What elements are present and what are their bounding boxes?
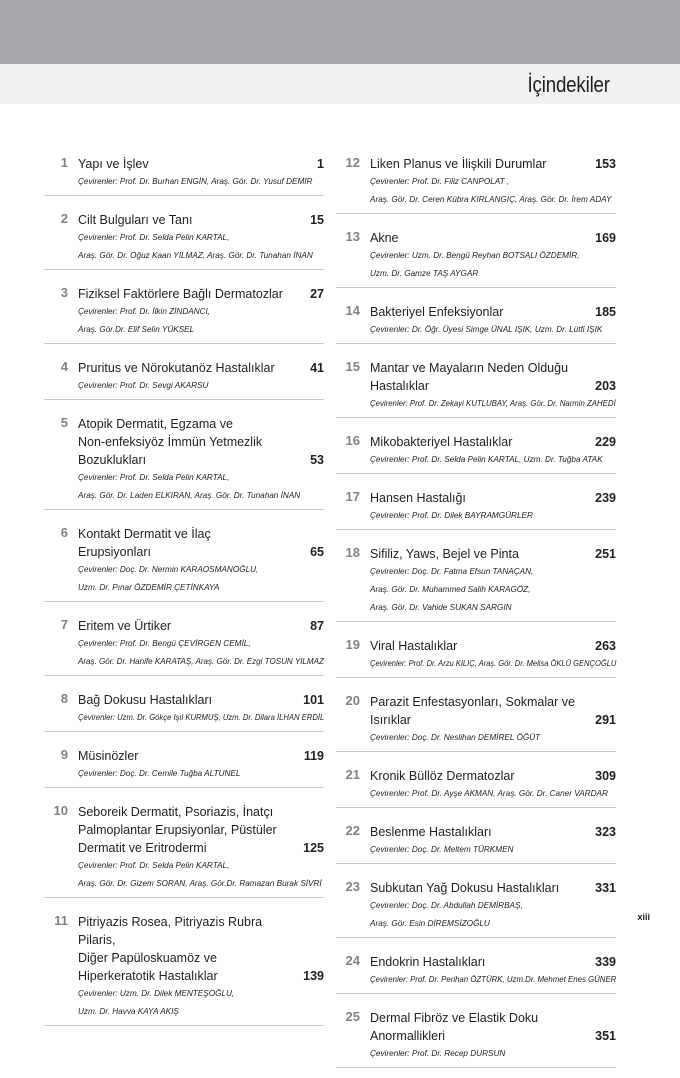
translators-line: Çevirenler: Prof. Dr. Bengü ÇEVİRGEN CEMİL, <box>78 639 251 648</box>
translators-line: Çevirenler: Prof. Dr. Recep DURSUN <box>370 1049 506 1058</box>
chapter-number: 6 <box>60 525 68 540</box>
chapter-title <box>78 520 324 561</box>
chapter-number: 20 <box>345 693 360 708</box>
toc-entry[interactable] <box>44 686 324 732</box>
chapter-title <box>370 818 616 841</box>
toc-entry[interactable] <box>44 150 324 196</box>
toc-entry[interactable] <box>44 798 324 898</box>
chapter-title-line: Eritem ve Ürtiker <box>78 619 172 633</box>
chapter-title <box>78 206 324 229</box>
chapter-title <box>78 354 324 377</box>
chapter-title-line: Palmoplantar Erupsiyonlar, Püstüler <box>78 823 277 837</box>
chapter-page-number: 53 <box>310 453 324 467</box>
chapter-title-line: Mikobakteriyel Hastalıklar <box>370 435 513 449</box>
translators-line: Araş. Gör. Dr. Laden ELKIRAN, Araş. Gör. Dr. Tunahan İNAN <box>78 491 301 500</box>
chapter-number: 23 <box>345 879 360 894</box>
page-number: xiii <box>637 912 650 922</box>
chapter-title-line: Pitriyazis Rosea, Pitriyazis Rubra Pilaris, <box>78 915 263 947</box>
chapter-page-number: 229 <box>595 435 616 449</box>
translators-line: Çevirenler: Prof. Dr. Dilek BAYRAMGÜRLER <box>370 511 533 520</box>
chapter-title-line: Parazit Enfestasyonları, Sokmalar ve <box>370 695 575 709</box>
chapter-title-line: Bağ Dokusu Hastalıkları <box>78 693 213 707</box>
chapter-page-number: 153 <box>595 157 616 171</box>
chapter-title <box>78 150 324 173</box>
chapter-title-line: Hansen Hastalığı <box>370 491 466 505</box>
chapter-number: 22 <box>345 823 360 838</box>
chapter-number: 16 <box>345 433 360 448</box>
chapter-title <box>370 428 616 451</box>
chapter-title-line: Seboreik Dermatit, Psoriazis, İnatçı <box>78 805 274 819</box>
toc-entry[interactable] <box>44 520 324 602</box>
translators-line: Çevirenler: Doç. Dr. Nermin KARAOSMANOĞLU, <box>78 565 259 574</box>
chapter-title-line: Hiperkeratotik Hastalıklar <box>78 969 218 983</box>
toc-entry[interactable] <box>44 742 324 788</box>
chapter-page-number: 125 <box>303 841 324 855</box>
translators-line: Uzm. Dr. Pınar ÖZDEMİR ÇETİNKAYA <box>78 583 220 592</box>
chapter-title <box>370 150 616 173</box>
chapter-title <box>78 908 324 985</box>
translators-line: Çevirenler: Dr. Öğr. Üyesi Simge ÜNAL IŞIK, Uzm. Dr. Lütfi IŞIK <box>370 325 603 334</box>
translators-line: Çevirenler: Prof. Dr. Selda Pelin KARTAL, Uzm. Dr. Tuğba ATAK <box>370 455 603 464</box>
toc-entry[interactable] <box>44 410 324 510</box>
toc-entry[interactable] <box>336 948 616 994</box>
chapter-title-line: Liken Planus ve İlişkili Durumlar <box>370 157 547 171</box>
chapter-page-number: 65 <box>310 545 324 559</box>
chapter-page-number: 185 <box>595 305 616 319</box>
chapter-number: 3 <box>60 285 68 300</box>
chapter-title-line: Kronik Büllöz Dermatozlar <box>370 769 515 783</box>
chapter-title <box>78 742 324 765</box>
translators-line: Çevirenler: Doç. Dr. Fatma Efsun TANAÇAN, <box>370 567 534 576</box>
translators-line: Çevirenler: Doç. Dr. Abdullah DEMİRBAŞ, <box>370 901 523 910</box>
chapter-number: 7 <box>60 617 68 632</box>
chapter-title-line: Müsinözler <box>78 749 139 763</box>
chapter-number: 2 <box>60 211 68 226</box>
chapter-title-line: Dermatit ve Eritrodermi <box>78 841 207 855</box>
chapter-page-number: 169 <box>595 231 616 245</box>
toc-entry[interactable] <box>44 908 324 1026</box>
chapter-page-number: 251 <box>595 547 616 561</box>
chapter-title <box>370 632 616 655</box>
chapter-number: 13 <box>345 229 360 244</box>
toc-column-left <box>44 150 324 1036</box>
chapter-number: 14 <box>345 303 360 318</box>
chapter-title <box>78 798 324 857</box>
chapter-page-number: 139 <box>303 969 324 983</box>
chapter-title <box>370 948 616 971</box>
translators-line: Çevirenler: Prof. Dr. Burhan ENGİN, Araş. Gör. Dr. Yusuf DEMİR <box>78 177 313 186</box>
chapter-number: 4 <box>60 359 68 374</box>
translators-line: Çevirenler: Prof. Dr. Arzu KILIÇ, Araş. Gör. Dr. Melisa ÖKLÜ GENÇOĞLU <box>370 659 617 668</box>
chapter-number: 24 <box>345 953 360 968</box>
chapter-title-line: Subkutan Yağ Dokusu Hastalıkları <box>370 881 560 895</box>
chapter-title-line: Sifiliz, Yaws, Bejel ve Pinta <box>370 547 519 561</box>
chapter-title-line: Akne <box>370 231 399 245</box>
chapter-title-line: Isırıklar <box>370 713 411 727</box>
chapter-title <box>370 762 616 785</box>
translators-line: Çevirenler: Doç. Dr. Neslihan DEMİREL ÖĞÜT <box>370 733 541 742</box>
chapter-page-number: 1 <box>317 157 324 171</box>
chapter-page-number: 331 <box>595 881 616 895</box>
chapter-title-line: Kontakt Dermatit ve İlaç Erupsiyonları <box>78 527 211 559</box>
chapter-title <box>78 280 324 303</box>
chapter-page-number: 101 <box>303 693 324 707</box>
chapter-number: 12 <box>345 155 360 170</box>
translators-line: Çevirenler: Prof. Dr. Ayşe AKMAN, Araş. Gör. Dr. Caner VARDAR <box>370 789 608 798</box>
chapter-title-line: Yapı ve İşlev <box>78 157 149 171</box>
chapter-title-line: Bakteriyel Enfeksiyonlar <box>370 305 504 319</box>
chapter-title-line: Hastalıklar <box>370 379 430 393</box>
chapter-title-line: Viral Hastalıklar <box>370 639 458 653</box>
toc-entry[interactable] <box>336 298 616 344</box>
chapter-title-line: Fiziksel Faktörlere Bağlı Dermatozlar <box>78 287 283 301</box>
chapter-title-line: Endokrin Hastalıkları <box>370 955 486 969</box>
chapter-title <box>370 1004 616 1045</box>
toc-entry[interactable] <box>336 428 616 474</box>
toc-entry[interactable] <box>336 540 616 622</box>
chapter-page-number: 15 <box>310 213 324 227</box>
chapter-title <box>370 354 616 395</box>
chapter-page-number: 263 <box>595 639 616 653</box>
chapter-title-line: Diğer Papüloskuamöz ve <box>78 951 217 965</box>
toc-entry[interactable] <box>336 874 616 938</box>
chapter-number: 21 <box>345 767 360 782</box>
translators-line: Araş. Gör. Dr. Oğuz Kaan YILMAZ, Araş. Gör. Dr. Tunahan İNAN <box>78 251 313 260</box>
chapter-number: 25 <box>345 1009 360 1024</box>
toc-entry[interactable] <box>336 224 616 288</box>
chapter-number: 5 <box>60 415 68 430</box>
translators-line: Çevirenler: Prof. Dr. Perihan ÖZTÜRK, Uzm.Dr. Mehmet Enes GÜNER <box>370 975 617 984</box>
chapter-number: 18 <box>345 545 360 560</box>
translators-line: Uzm. Dr. Gamze TAŞ AYGAR <box>370 269 479 278</box>
chapter-page-number: 291 <box>595 713 616 727</box>
toc-entry[interactable] <box>336 1004 616 1068</box>
translators-line: Araş. Gör.Dr. Elif Selin YÜKSEL <box>78 325 195 334</box>
chapter-title-line: Beslenme Hastalıkları <box>370 825 492 839</box>
translators-line: Araş. Gör. Esin DİREMSİZOĞLU <box>370 919 490 928</box>
toc-entry[interactable] <box>336 484 616 530</box>
translators-line: Araş. Gör. Dr. Hanife KARATAŞ, Araş. Gör. Dr. Ezgi TOSUN YILMAZ <box>78 657 324 666</box>
toc-entry[interactable] <box>44 612 324 676</box>
chapter-number: 11 <box>54 913 68 928</box>
translators-line: Çevirenler: Uzm. Dr. Dilek MENTEŞOĞLU, <box>78 989 235 998</box>
toc-entry[interactable] <box>44 206 324 270</box>
chapter-number: 8 <box>60 691 68 706</box>
chapter-title <box>78 410 324 469</box>
toc-entry[interactable] <box>336 688 616 752</box>
translators-line: Çevirenler: Prof. Dr. Selda Pelin KARTAL, <box>78 473 230 482</box>
chapter-title-line: Atopik Dermatit, Egzama ve <box>78 417 233 431</box>
toc-entry[interactable] <box>336 818 616 864</box>
toc-entry[interactable] <box>336 150 616 214</box>
chapter-page-number: 309 <box>595 769 616 783</box>
translators-line: Uzm. Dr. Havva KAYA AKIŞ <box>78 1007 179 1016</box>
chapter-title-line: Non-enfeksiyöz İmmün Yetmezlik <box>78 435 263 449</box>
chapter-title <box>370 540 616 563</box>
chapter-title <box>370 224 616 247</box>
translators-line: Çevirenler: Uzm. Dr. Bengü Reyhan BOTSALI ÖZDEMİR, <box>370 251 580 260</box>
chapter-page-number: 203 <box>595 379 616 393</box>
translators-line: Araş. Gör. Dr. Gizem SORAN, Araş. Gör.Dr. Ramazan Burak SİVRİ <box>78 879 322 888</box>
translators-line: Araş. Gör. Dr. Vahide SUKAN SARGIN <box>370 603 512 612</box>
chapter-title <box>370 298 616 321</box>
chapter-page-number: 239 <box>595 491 616 505</box>
chapter-page-number: 41 <box>310 361 324 375</box>
chapter-number: 19 <box>345 637 360 652</box>
chapter-number: 17 <box>345 489 360 504</box>
translators-line: Çevirenler: Prof. Dr. İlkin ZİNDANCI, <box>78 307 211 316</box>
chapter-page-number: 87 <box>310 619 324 633</box>
translators-line: Araş. Gör. Dr. Muhammed Salih KARAGÖZ, <box>370 585 531 594</box>
translators-line: Çevirenler: Doç. Dr. Meltem TÜRKMEN <box>370 845 514 854</box>
chapter-number: 1 <box>60 155 68 170</box>
chapter-title <box>370 484 616 507</box>
toc-entry[interactable] <box>336 354 616 418</box>
toc-entry[interactable] <box>44 354 324 400</box>
chapter-title <box>370 874 616 897</box>
translators-line: Çevirenler: Prof. Dr. Selda Pelin KARTAL, <box>78 861 230 870</box>
chapter-number: 9 <box>60 747 68 762</box>
toc-entry[interactable] <box>336 762 616 808</box>
chapter-title <box>78 612 324 635</box>
translators-line: Çevirenler: Prof. Dr. Selda Pelin KARTAL, <box>78 233 230 242</box>
chapter-title-line: Anormallikleri <box>370 1029 446 1043</box>
translators-line: Çevirenler: Uzm. Dr. Gökçe Işıl KURMUŞ, Uzm. Dr. Dilara İLHAN ERDİL <box>78 713 325 722</box>
top-gray-bar <box>0 0 680 64</box>
translators-line: Araş. Gör. Dr. Ceren Kübra KIRLANGIÇ, Araş. Gör. Dr. İrem ADAY <box>370 195 612 204</box>
chapter-title-line: Pruritus ve Nörokutanöz Hastalıklar <box>78 361 275 375</box>
translators-line: Çevirenler: Prof. Dr. Sevgi AKARSU <box>78 381 209 390</box>
chapter-page-number: 339 <box>595 955 616 969</box>
chapter-page-number: 27 <box>310 287 324 301</box>
chapter-title-line: Cilt Bulguları ve Tanı <box>78 213 193 227</box>
toc-entry[interactable] <box>44 280 324 344</box>
chapter-title <box>370 688 616 729</box>
chapter-title-line: Mantar ve Mayaların Neden Olduğu <box>370 361 569 375</box>
chapter-title <box>78 686 324 709</box>
page-title: İçindekiler <box>527 72 610 97</box>
chapter-page-number: 351 <box>595 1029 616 1043</box>
translators-line: Çevirenler: Doç. Dr. Cemile Tuğba ALTUNEL <box>78 769 241 778</box>
chapter-number: 15 <box>345 359 360 374</box>
chapter-title-line: Bozuklukları <box>78 453 147 467</box>
chapter-page-number: 323 <box>595 825 616 839</box>
translators-line: Çevirenler: Prof. Dr. Filiz CANPOLAT , <box>370 177 510 186</box>
toc-entry[interactable] <box>336 632 616 678</box>
translators-line: Çevirenler: Prof. Dr. Zekayi KUTLUBAY, Araş. Gör. Dr. Narmin ZAHEDİ <box>370 399 616 408</box>
chapter-title-line: Dermal Fibröz ve Elastik Doku <box>370 1011 539 1025</box>
chapter-number: 10 <box>53 803 68 818</box>
chapter-page-number: 119 <box>303 749 324 763</box>
toc-column-right <box>336 150 616 1078</box>
